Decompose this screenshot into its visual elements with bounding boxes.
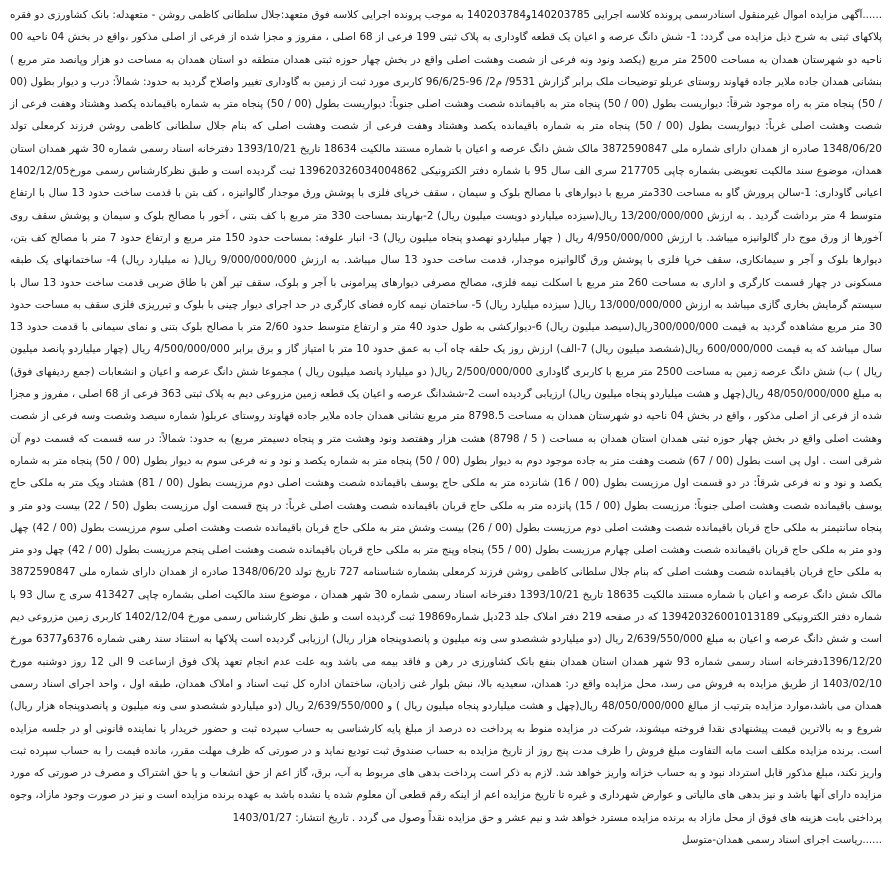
notice-signature: ......ریاست اجرای اسناد رسمی همدان-متوسل <box>681 833 882 846</box>
notice-body: ......آگهی مزایده اموال غیرمنقول اسنادرسمی پرونده کلاسه اجرایی 140203785و140203784 به موجب پرونده اجرایی کلاسه فوق متعهد:جلال سلطانی کاظمی روشن - متعهدله: بانک کشاورزی دو فقره پلاکهای ثبتی به شرح ذیل مزایده می گردد: 1- شش دانگ عرصه و اعیان یک قطعه گاوداری به پلاک ثبتی 199 فرعی از 68 اصلی ، مفروز و مجزا شده از فرعی از اصلی مذکور ،واقع در بخش 04 ناحیه 00 ناحیه دو شهرستان همدان به مساحت 2500 متر مربع (یکصد ونود ونه فرعی از شصت وهشت اصلی واقع در بخش چهار حوزه ثبتی همدان منطقه دو استان همدان به مساحت دو هزار وپانصد متر مربع ) بنشانی همدان جاده ملایر جاده قهاوند روستای عربلو توضیحات ملک برابر گزارش 9531/ م2/ 96-96/6/25 کاربری مورد ثبت از زمین به گاوداری تغییر واصلاح گردید به حدود: شمالاً: درب و دیوار بطول (00 / 50) پنجاه متر به راه موجود شرقاً: دیواریست بطول (00 / 50) پنجاه متر به باقیمانده شصت وهشت اصلی جنوباً: دیواریست بطول (00 / 50) پنجاه متر به شماره باقیمانده یکصد وهشتاد وهفت فرعی از شصت وهشت اصلی غرباً: دیواریست بطول (00 / 50) پنجاه متر به شماره باقیمانده یکصد وهشتاد وهفت فرعی از شصت وهشت اصلی که بنام جلال سلطانی کاظمی روشن فرزند کرمعلی تولد 1348/06/20 صادره از همدان دارای شماره ملی 3872590847 مالک شش دانگ عرصه و اعیان با شماره مستند مالکیت 18634 تاریخ 1393/10/21 دفترخانه اسناد رسمی شماره 30 شهر همدان استان همدان، موضوع سند مالکیت تعویضی بشماره چاپی 217705 سری الف سال 95 با شماره دفتر الکترونیکی 139620326034004862 ثبت گردیده است و طبق نظرکارشناس رسمی مورخ1402/12/05 اعیانی گاوداری: 1-سالن پرورش گاو به مساحت 330متر مربع با دیوارهای با مصالح بلوک و سیمان ، سقف خرپای فلزی با پوشش ورق موجدار گالوانیزه ، کف بتن با قدمت ساخت حدود 13 سال با ارتفاع متوسط 4 متر برداشت گردید . به ارزش 13/200/000/000 ریال(سیزده میلیاردو دویست میلیون ریال) 2-بهاربند بمساحت 330 متر مربع با کف بتنی ، آخور با مصالح بلوک و سیمان و پوشش سقف روی آخورها از ورق موج دار گالوانیزه میباشد. با ارزش 4/950/000/000 ریال ( چهار میلیاردو نهصدو پنجاه میلیون ریال) 3- انبار علوفه: بمساحت حدود 150 متر مربع و ارتفاع حدود 7 متر با مصالح کف بتن، دیوارها بلوک و آجر و سیمانکاری، سقف خرپا فلزی با پوشش ورق گالوانیزه موجدار، قدمت ساخت حدود 13 سال میباشد. به ارزش 9/000/000/000 ریال( نه میلیارد ریال) 4- ساختمانهای یک طبقه مسکونی در چهار قسمت کارگری و اداری به مساحت 260 متر مربع با اسکلت نیمه فلزی، مصالح مصرفی دیوارهای پیرامونی با آجر و بلوک، سقف تیر آهن با طاق ضربی قدمت ساخت حدود 13 سال با سیستم گرمایش بخاری گازی میباشد به ارزش 13/000/000/000 ریال( سیزده میلیارد ریال) 5- ساختمان نیمه کاره فضای کارگری در حد اجرای دیوار چینی با بلوک و تیرریزی فلزی سقف به مساحت حدود 30 متر مربع مشاهده گردید به قیمت 300/000/000ریال(سیصد میلیون ریال) 6-دیوارکشی به طول حدود 40 متر و ارتفاع متوسط حدود 2/60 متر با مصالح بلوک بتنی و نمای سیمانی با قدمت حدود 13 سال میباشد که به قیمت 600/000/000 ریال(ششصد میلیون ریال) 7-الف) ارزش روز یک حلقه چاه آب به عمق حدود 10 متر با امتیاز گاز و برق برابر 4/500/000/000 ریال (چهار میلیاردو پانصد میلیون ریال ) ب) شش دانگ عرصه زمین به مساحت 2500 متر مربع با کاربری گاوداری 2/500/000/000 ریال( دو میلیارد پانصد میلیون ریال ) مجموعا شش دانگ عرصه و اعیان و انشعابات (جمع ردیفهای فوق) به مبلغ 48/050/000/000 ریال(چهل و هشت میلیاردو پنجاه میلیون ریال) ارزیابی گردیده است 2-ششدانگ عرصه و اعیان یک قطعه زمین مزروعی دیم به پلاک ثبتی 363 فرعی از 68 اصلی ، مفروز و مجزا شده از فرعی از اصلی مذکور ، واقع در بخش 04 ناحیه دو شهرستان همدان به مساحت 8798.5 متر مربع نشانی همدان جاده ملایر جاده قهاوند روستای عربلو( شماره سیصد وشصت وسه فرعی از شصت وهشت اصلی واقع در بخش چهار حوزه ثبتی همدان استان همدان به مساحت ( 5 / 8798) هشت هزار وهفتصد ونود وهشت متر و پنجاه دسیمتر مربع) به حدود: شمالاً: در سه قسمت که قسمت دوم آن شرقی است . اول پی است بطول (00 / 67) شصت وهفت متر به جاده موجود دوم به دیوار بطول (00 / 50) پنجاه متر به شماره یکصد و نود و نه فرعی سوم به دیوار بطول (00 / 50) پنجاه متر به شماره یکصد و نود و نه فرعی شرقاً: در دو قسمت اول مرزیست بطول (00 / 16) شانزده متر به ملکی حاج یوسف باقیمانده شصت وهشت اصلی دوم مرزیست بطول (00 / 81) هشتاد ویک متر به ملکی حاج یوسف باقیمانده شصت وهشت اصلی جنوباً: مرزیست بطول (00 / 15) پانزده متر به ملکی حاج قربان باقیمانده شصت وهشت اصلی غرباً: در پنج قسمت اول مرزیست بطول (50 / 22) بیست ودو متر و پنجاه سانتیمتر به ملکی حاج قربان باقیمانده شصت وهشت اصلی دوم مرزیست بطول (00 / 26) بیست وشش متر به ملکی حاج قربان باقیمانده شصت وهشت اصلی سوم مرزیست بطول (00 / 42) چهل ودو متر به ملکی حاج قربان باقیمانده شصت وهشت اصلی چهارم مرزیست بطول (00 / 55) پنجاه وپنج متر به ملکی حاج قربان باقیمانده شصت وهشت اصلی پنجم مرزیست بطول (00 / 42) چهل ودو متر به ملکی حاج قربان باقیمانده شصت وهشت اصلی که بنام جلال سلطانی کاظمی روشن فرزند کرمعلی بشماره شناسنامه 727 تاریخ تولد 1348/06/20 صادره از همدان دارای شماره ملی 3872590847 مالک شش دانگ عرصه و اعیان با شماره مستند مالکیت 18635 تاریخ 1393/10/21 دفترخانه اسناد رسمی شماره 30 شهر همدان ، موضوع سند مالکیت اصلی بشماره چاپی 413427 سری ج سال 93 با شماره دفتر الکترونیکی 139420326001013189 که در صفحه 219 دفتر املاک جلد 23دیل شماره19869 ثبت گردیده است و طبق نظر کارشناس رسمی مورخ 1402/12/04 کاربری زمین مزروعی دیم است و شش دانگ عرصه و اعیان به مبلغ 2/639/550/000 ریال (دو میلیاردو ششصدو سی ونه میلیون و پانصدوپنجاه هزار ریال) ارزیابی گردیده است پلاکها به استناد سند رهنی شماره 6376و6377 مورخ 1396/12/20دفترخانه اسناد رسمی شماره 93 شهر همدان استان همدان بنفع بانک کشاورزی در رهن و فاقد بیمه می باشد وبه علت عدم انجام تعهد پلاک فوق ازساعت 9 الی 12 روز دوشنبه مورخ 1403/02/10 از طریق مزایده به فروش می رسد، محل مزایده واقع در: همدان، سعیدیه بالا، نبش بلوار غنی زادیان، ساختمان اداره کل ثبت اسناد و املاک همدان، طبقه اول ، واحد اجرای اسناد رسمی همدان می باشد،موارد مزایده بترتیب از مبالغ 48/050/000/000 ریال(چهل و هشت میلیاردو پنجاه میلیون ریال ) و 2/639/550/000 ریال (دو میلیاردو ششصدو سی ونه میلیون و پانصدوپنجاه هزار ریال) شروع و به بالاترین قیمت پیشنهادی نقدا فروخته میشوند، شرکت در مزایده منوط به پرداخت ده درصد از مبلغ پایه کارشناسی به حساب سپرده ثبت و حضور خریدار یا نماینده قانونی او در جلسه مزایده است. برنده مزایده مکلف است مابه التفاوت مبلغ فروش را ظرف مدت پنج روز از تاریخ مزایده به حساب صندوق ثبت تودیع نماید و در صورتی که ظرف مهلت مقرر، مانده قیمت را به حساب سپرده ثبت واریز نکند، مبلغ مذکور قابل استرداد نبود و به حساب خزانه واریز خواهد شد. لازم به ذکر است پرداخت بدهی های مربوط به آب، برق، گاز اعم از حق انشعاب و یا حق اشتراک و مصرف در صورتی که مورد مزایده دارای آنها باشد و نیز بدهی های مالیاتی و عوارض شهرداری و غیره تا تاریخ مزایده اعم از اینکه رقم قطعی آن معلوم شده یا نشده باشد به عهده برنده مزایده است و نیز در صورت وجود مازاد، وجوه پرداختی بابت هزینه های فوق از محل مازاد به برنده مزایده مسترد خواهد شد و نیم عشر و حق مزایده نقداً وصول می گردد . تاریخ انتشار: 1403/01/27 <box>10 9 883 824</box>
auction-notice <box>6 4 886 864</box>
